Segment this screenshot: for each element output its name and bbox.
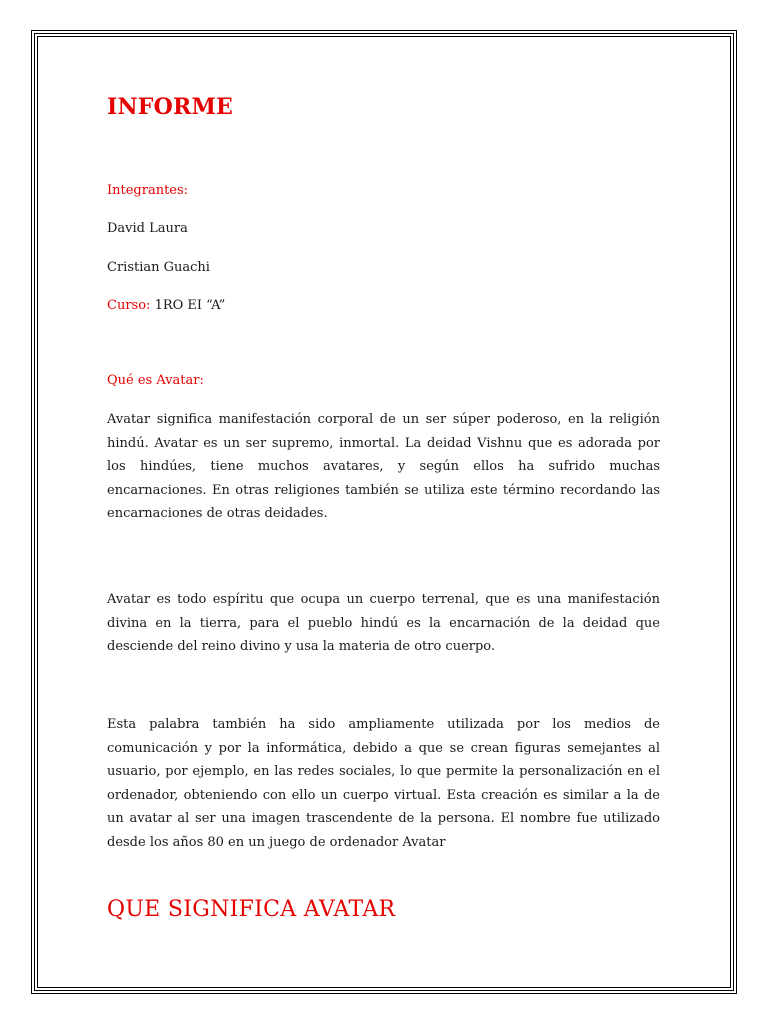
integrantes-label: Integrantes: [107, 183, 189, 198]
member-name: Cristian Guachi [107, 260, 210, 275]
paragraph: Esta palabra también ha sido ampliamente utilizada por los medios de comunicación y por la informática, debido a que se crean figuras semejantes al usuario, por ejemplo, en las redes sociales, lo que permite la personalización en el ordenador, obteniendo con ello un cuerpo virtual. Esta creación es similar a la de un avatar al ser una imagen trascendente de la persona. El nombre fue utilizado desde los años 80 en un juego de ordenador Avatar [107, 717, 660, 850]
document-title: INFORME [107, 94, 233, 120]
curso-line [107, 298, 225, 313]
curso-label: Curso: [107, 298, 151, 313]
closing-heading: QUE SIGNIFICA AVATAR [107, 897, 396, 922]
paragraph: Avatar es todo espíritu que ocupa un cuerpo terrenal, que es una manifestación divina en la tierra, para el pueblo hindú es la encarnación de la deidad que desciende del reino divino y usa la materia de otro cuerpo. [107, 592, 660, 654]
paragraph: Avatar significa manifestación corporal de un ser súper poderoso, en la religión hindú. Avatar es un ser supremo, inmortal. La deidad Vishnu que es adorada por los hindúes, tiene muchos avatares, y según ellos ha sufrido muchas encarnaciones. En otras religiones también se utiliza este término recordando las encarnaciones de otras deidades. [107, 412, 660, 521]
section-label: Qué es Avatar: [107, 373, 204, 388]
curso-value: 1RO EI “A” [154, 298, 226, 313]
member-name: David Laura [107, 221, 188, 236]
